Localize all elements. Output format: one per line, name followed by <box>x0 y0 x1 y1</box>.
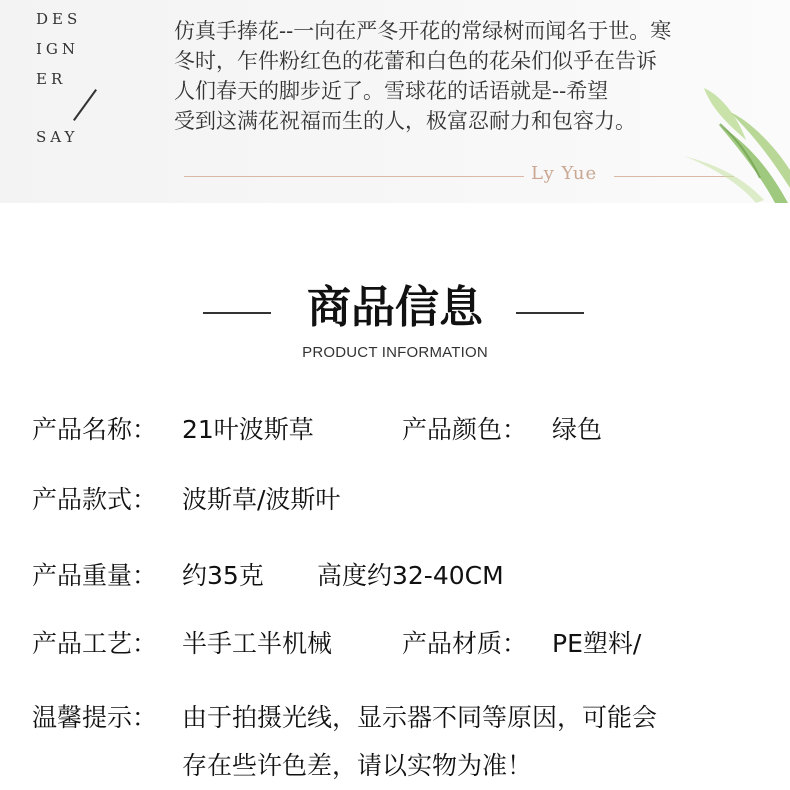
description-line: 人们春天的脚步近了。雪球花的话语就是--希望 <box>174 79 609 103</box>
description-line: 仿真手捧花--一向在严冬开花的常绿树而闻名于世。寒 <box>174 19 672 43</box>
color-label: 产品颜色： <box>402 415 528 444</box>
craft-label: 产品工艺： <box>32 629 158 658</box>
style-value: 波斯草/波斯叶 <box>182 485 341 514</box>
name-value: 21叶波斯草 <box>182 415 314 444</box>
section-title: 商品信息 <box>307 282 483 333</box>
designer-say-text: SAY <box>36 128 79 146</box>
material-value: PE塑料/ <box>552 629 642 658</box>
style-label: 产品款式： <box>32 485 158 514</box>
plant-leaf-decoration <box>660 60 790 203</box>
notice-text-line2: 存在些许色差，请以实物为准！ <box>182 751 533 780</box>
weight-value: 约35克 <box>182 561 264 590</box>
craft-value: 半手工半机械 <box>182 629 333 658</box>
notice-text-line1: 由于拍摄光线，显示器不同等原因，可能会 <box>182 703 658 732</box>
signature: Ly Yue <box>531 163 598 184</box>
designer-say-text: ER <box>36 70 67 88</box>
material-label: 产品材质： <box>402 629 528 658</box>
title-rule-left <box>203 312 271 314</box>
title-rule-right <box>516 312 584 314</box>
notice-label: 温馨提示： <box>32 703 158 732</box>
name-label: 产品名称： <box>32 415 158 444</box>
designer-say-text: IGN <box>36 40 80 58</box>
weight-label: 产品重量： <box>32 561 158 590</box>
height-value: 高度约32-40CM <box>317 561 504 590</box>
slash-divider <box>73 89 97 121</box>
signature-rule-left <box>184 176 524 177</box>
section-subtitle: PRODUCT INFORMATION <box>302 344 488 361</box>
designer-banner <box>0 0 790 203</box>
description-line: 冬时，乍件粉红色的花蕾和白色的花朵们似乎在告诉 <box>174 49 657 73</box>
description-line: 受到这满花祝福而生的人，极富忍耐力和包容力。 <box>174 109 636 133</box>
section-header <box>0 280 790 340</box>
designer-say-text: DES <box>36 10 82 28</box>
color-value: 绿色 <box>552 415 603 444</box>
